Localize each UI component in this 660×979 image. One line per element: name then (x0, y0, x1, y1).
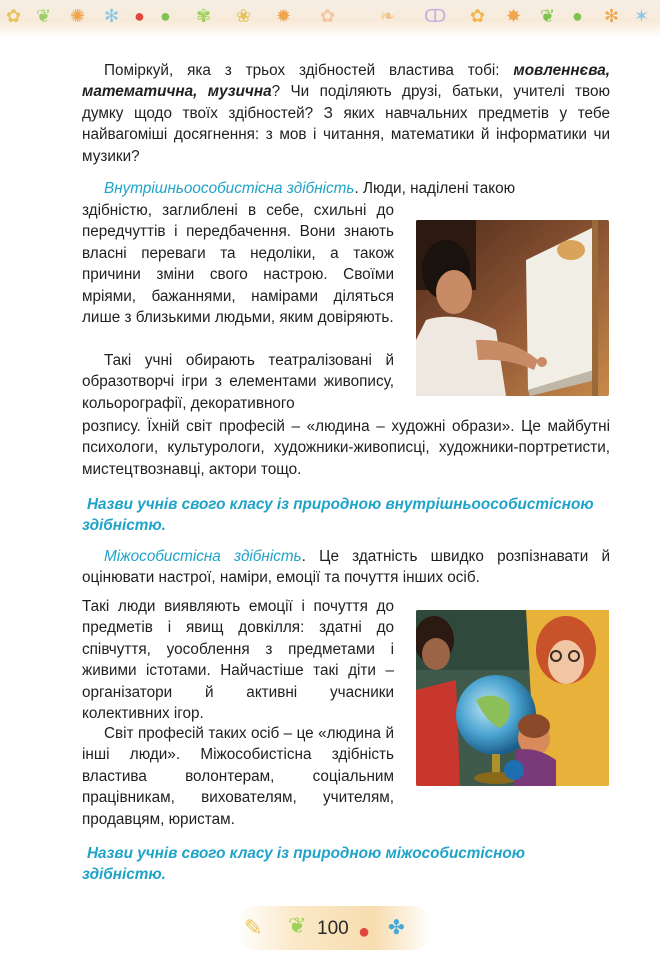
intra-professions-text: розпису. Їхній світ професій – «людина – художні образи». Це майбутні психологи, культурологи, художники-живописці, художники-портретисти, мистецтвознавці, актори тощо. (82, 418, 610, 478)
ball-icon: ● (572, 6, 583, 26)
ball-icon: ● (160, 6, 171, 26)
inter-intro-text: . Це здатність швидко розпізнавати й оцінювати настрої, наміри, емоції та почуття інших осіб. (82, 548, 611, 587)
inter-description: Такі люди виявляють емоції і почуття до предметів і явищ довкілля: здатні до співчуття, уособлення з предметами і живими істотами. Найчастіше такі діти – організатори й активні учасники колективних ігор. (82, 598, 394, 723)
star-icon: ✶ (634, 6, 650, 26)
leaf-icon: ❦ (288, 913, 307, 938)
inter-term: Міжособистісна здібність (104, 548, 302, 565)
flower-icon: ❀ (236, 6, 252, 26)
flower-icon: ✤ (388, 917, 405, 939)
star-icon: ✺ (70, 6, 86, 26)
pencil-icon: ✎ (244, 915, 263, 940)
star-icon: ✹ (276, 6, 292, 26)
leaf-icon: ❦ (540, 6, 556, 26)
intra-heading-line (82, 178, 610, 199)
page-number: 100 (317, 918, 349, 939)
task-intrapersonal: Назви учнів свого класу із природною внутрішньоособистісною здібністю. (82, 496, 594, 535)
intra-games-text: Такі учні обирають театралізовані й образотворчі ігри з елементами живопису, кольорографії, декоративного (82, 352, 394, 412)
teacher-globe-photo (416, 610, 609, 786)
abilities-list: мовленнєва, математична, музична (82, 62, 610, 101)
girl-painting-photo (416, 220, 609, 396)
butterfly-icon: ✾ (196, 6, 212, 26)
flower-icon: ✿ (320, 6, 336, 26)
flower-icon: ✿ (470, 6, 486, 26)
top-decorative-border (0, 0, 660, 38)
intro-text: Поміркуй, яка з трьох здібностей властива тобі: (104, 62, 514, 79)
task-interpersonal: Назви учнів свого класу із природною міжособистісною здібністю. (82, 845, 525, 884)
flower-icon: ✻ (604, 6, 620, 26)
flower-icon: ✿ (6, 6, 22, 26)
leaf-icon: ❧ (380, 6, 396, 26)
intra-term: Внутрішньоособистісна здібність (104, 180, 355, 197)
ball-icon: ● (134, 6, 145, 26)
flower-icon: ✻ (104, 6, 120, 26)
girl-painting-illustration (416, 220, 609, 396)
intro-questions: ? Чи поділяють друзі, батьки, учителі твою думку щодо твоїх здібностей? З яких навчальних предметів у тебе найвагоміші досягнення: з мов і читання, математики й інформатики чи музики? (82, 83, 610, 165)
ball-icon: ● (358, 921, 371, 943)
inter-professions-text: Світ професій таких осіб – це «людина й інші люди». Міжособистісна здібність властива волонтерам, соціальним працівникам, вихователям, учителям, продавцям, юристам. (82, 725, 394, 828)
intro-paragraph (82, 60, 610, 167)
intra-description: здібністю, заглиблені в себе, схильні до передчуттів і передбачення. Вони знають власні переваги та недоліки, а також причини зміни свого настрою. Своїми мріями, бажаннями, намірами діляться лише з близькими людьми, яким довіряють. (82, 202, 394, 327)
leaf-icon: ❦ (36, 6, 52, 26)
star-icon: ✸ (506, 6, 522, 26)
intra-intro-text: . Люди, наділені такою (354, 180, 516, 197)
swirl-icon: ↀ (424, 6, 447, 26)
teacher-globe-illustration (416, 610, 609, 786)
inter-heading-paragraph (82, 546, 610, 589)
